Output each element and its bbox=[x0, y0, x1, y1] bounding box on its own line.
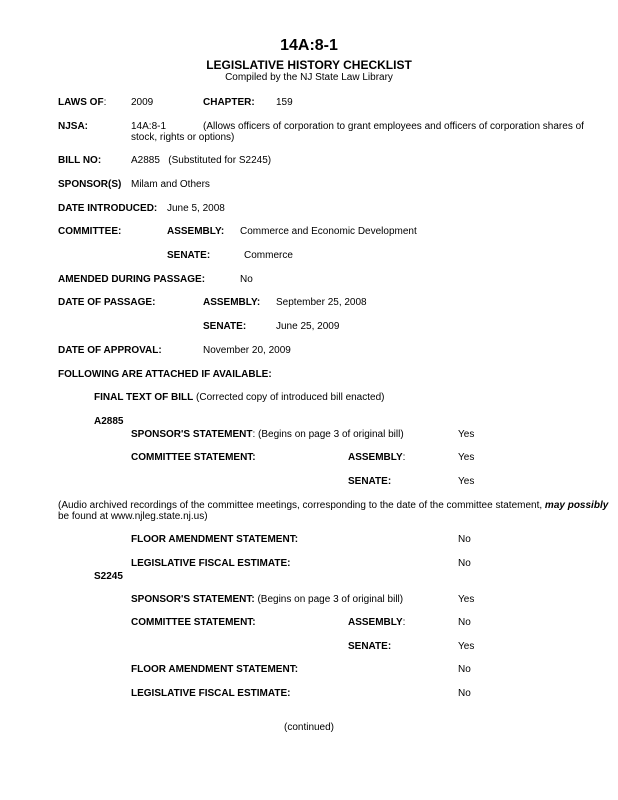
laws-of-label: LAWS OF: bbox=[58, 97, 107, 108]
compiled-by: Compiled by the NJ State Law Library bbox=[225, 72, 393, 83]
committee-label: COMMITTEE: bbox=[58, 226, 122, 237]
s2245-floor-label: FLOOR AMENDMENT STATEMENT: bbox=[131, 664, 299, 675]
s2245-committee-label: COMMITTEE STATEMENT: bbox=[131, 617, 256, 628]
njsa-description-line1: (Allows officers of corporation to grant employees and officers of corporation shares of bbox=[203, 121, 584, 132]
s2245-bill-heading: S2245 bbox=[94, 571, 123, 582]
sponsors-value: Milam and Others bbox=[131, 179, 210, 190]
njsa-description-line2: stock, rights or options) bbox=[131, 132, 235, 143]
njsa-label: NJSA: bbox=[58, 121, 89, 132]
audio-note-line2: be found at www.njleg.state.nj.us) bbox=[58, 511, 208, 522]
date-of-approval-value: November 20, 2009 bbox=[203, 345, 291, 356]
passage-assembly-label: ASSEMBLY: bbox=[203, 297, 261, 308]
passage-assembly-value: September 25, 2008 bbox=[276, 297, 367, 308]
committee-assembly-value: Commerce and Economic Development bbox=[240, 226, 417, 237]
njsa-value: 14A:8-1 bbox=[131, 121, 167, 132]
a2885-fiscal-value: No bbox=[458, 558, 471, 569]
amended-label: AMENDED DURING PASSAGE: bbox=[58, 274, 206, 285]
committee-senate-value: Commerce bbox=[244, 250, 293, 261]
chapter-label: CHAPTER: bbox=[203, 97, 255, 108]
s2245-floor-value: No bbox=[458, 664, 471, 675]
sponsors-label: SPONSOR(S) bbox=[58, 179, 122, 190]
a2885-committee-label: COMMITTEE STATEMENT: bbox=[131, 452, 256, 463]
s2245-fiscal-label: LEGISLATIVE FISCAL ESTIMATE: bbox=[131, 688, 291, 699]
committee-senate-label: SENATE: bbox=[167, 250, 211, 261]
document-title: LEGISLATIVE HISTORY CHECKLIST bbox=[206, 58, 412, 72]
s2245-assembly-value: No bbox=[458, 617, 471, 628]
audio-note-line1: (Audio archived recordings of the committee meetings, corresponding to the date of the committee statement, may possibly bbox=[58, 500, 609, 511]
bill-no-value: A2885 (Substituted for S2245) bbox=[131, 155, 272, 166]
document-code: 14A:8-1 bbox=[280, 37, 338, 54]
passage-senate-label: SENATE: bbox=[203, 321, 247, 332]
a2885-floor-label: FLOOR AMENDMENT STATEMENT: bbox=[131, 534, 299, 545]
date-of-passage-label: DATE OF PASSAGE: bbox=[58, 297, 156, 308]
laws-of-year: 2009 bbox=[131, 97, 154, 108]
committee-assembly-label: ASSEMBLY: bbox=[167, 226, 225, 237]
a2885-bill-heading: A2885 bbox=[94, 416, 124, 427]
a2885-sponsor-value: Yes bbox=[458, 429, 475, 440]
bill-no-label: BILL NO: bbox=[58, 155, 102, 166]
attached-heading: FOLLOWING ARE ATTACHED IF AVAILABLE: bbox=[58, 369, 272, 380]
continued-note: (continued) bbox=[283, 722, 335, 733]
s2245-senate-label: SENATE: bbox=[348, 641, 392, 652]
a2885-assembly-value: Yes bbox=[458, 452, 475, 463]
chapter-value: 159 bbox=[276, 97, 293, 108]
a2885-senate-value: Yes bbox=[458, 476, 475, 487]
date-introduced-label: DATE INTRODUCED: bbox=[58, 203, 158, 214]
a2885-senate-label: SENATE: bbox=[348, 476, 392, 487]
date-of-approval-label: DATE OF APPROVAL: bbox=[58, 345, 162, 356]
a2885-fiscal-label: LEGISLATIVE FISCAL ESTIMATE: bbox=[131, 558, 291, 569]
final-text-of-bill: FINAL TEXT OF BILL (Corrected copy of introduced bill enacted) bbox=[94, 392, 385, 403]
s2245-sponsor-statement: SPONSOR'S STATEMENT: (Begins on page 3 of original bill) bbox=[131, 594, 404, 605]
s2245-fiscal-value: No bbox=[458, 688, 471, 699]
amended-value: No bbox=[240, 274, 253, 285]
a2885-floor-value: No bbox=[458, 534, 471, 545]
passage-senate-value: June 25, 2009 bbox=[276, 321, 340, 332]
s2245-sponsor-value: Yes bbox=[458, 594, 475, 605]
a2885-sponsor-statement: SPONSOR'S STATEMENT: (Begins on page 3 of original bill) bbox=[131, 429, 404, 440]
s2245-senate-value: Yes bbox=[458, 641, 475, 652]
s2245-assembly-label: ASSEMBLY: bbox=[348, 617, 406, 628]
a2885-assembly-label: ASSEMBLY: bbox=[348, 452, 406, 463]
date-introduced-value: June 5, 2008 bbox=[167, 203, 225, 214]
